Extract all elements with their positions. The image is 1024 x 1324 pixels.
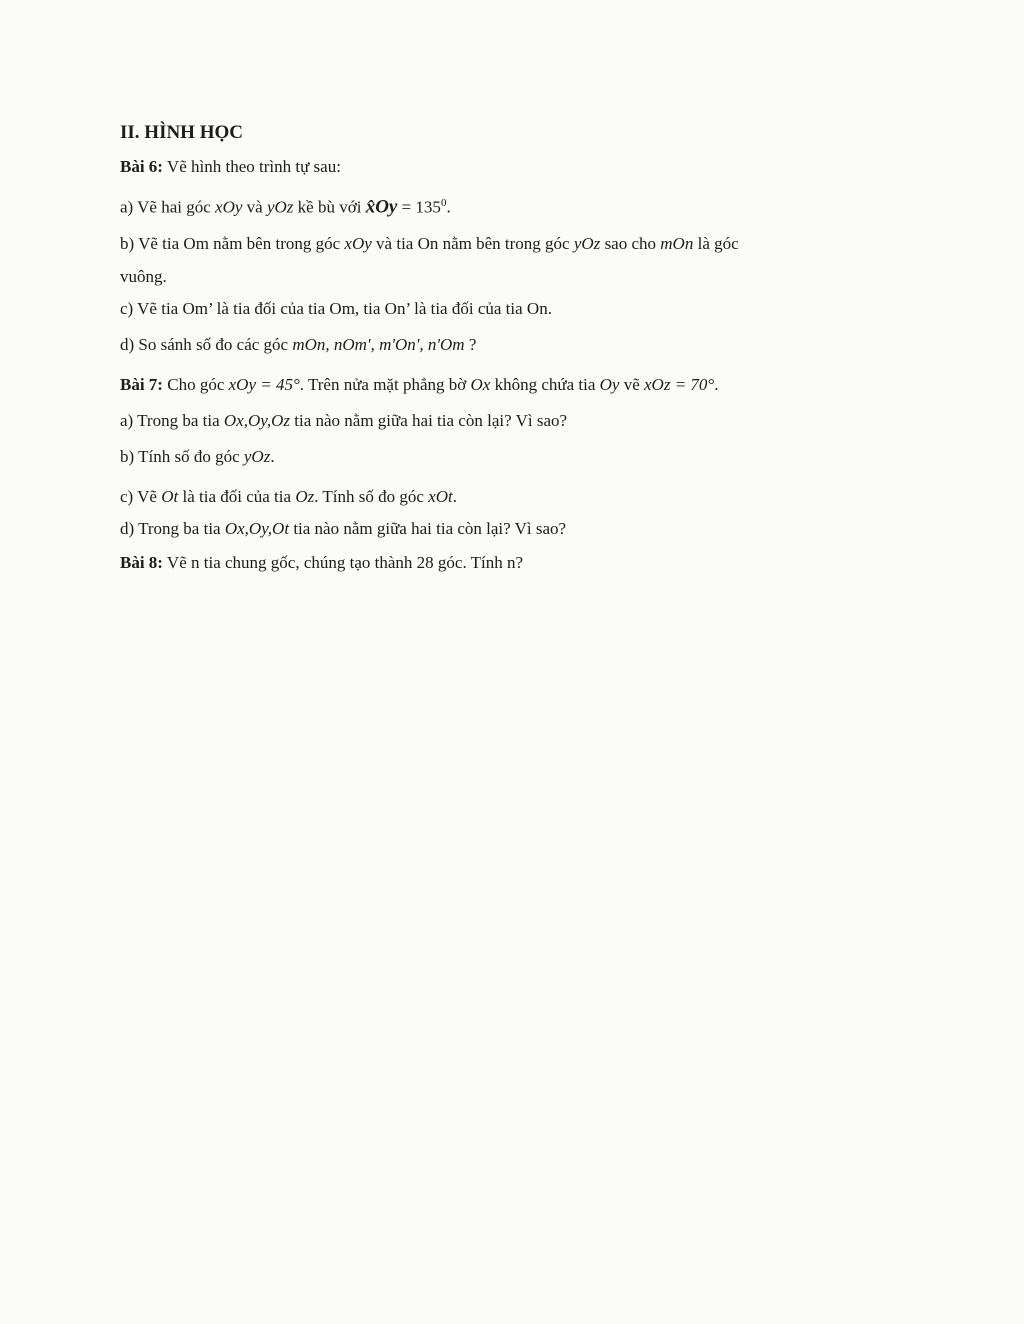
text: vẽ <box>619 375 644 394</box>
math-xOt: xOt <box>428 487 453 506</box>
text: Cho góc <box>162 375 229 394</box>
text: . Tính số đo góc <box>314 487 429 506</box>
bai6-part-a <box>120 192 920 219</box>
math-rays: Ox,Oy,Oz <box>223 411 290 430</box>
text: . <box>270 447 275 466</box>
math-yOz: yOz <box>243 447 271 466</box>
text: = 135 <box>397 197 441 217</box>
math-xOy: xOy <box>215 197 243 217</box>
bai8-label: Bài 8: <box>120 553 163 572</box>
text: b) Tính số đo góc <box>120 447 244 466</box>
text: và tia On nằm bên trong góc <box>371 234 574 253</box>
math-Oz: Oz <box>295 487 315 506</box>
text: . <box>714 375 719 394</box>
bai8-text: Vẽ n tia chung gốc, chúng tạo thành 28 góc. Tính n? <box>162 553 524 572</box>
text: d) So sánh số đo các góc <box>120 335 293 354</box>
text: . Trên nửa mặt phẳng bờ <box>299 375 471 394</box>
text: tia nào nằm giữa hai tia còn lại? Vì sao? <box>290 411 568 430</box>
text: không chứa tia <box>490 375 600 394</box>
math-xOy-45: xOy = 45° <box>228 375 300 394</box>
math-yOz: yOz <box>266 197 294 217</box>
bai6-intro: Vẽ hình theo trình tự sau: <box>162 157 341 176</box>
bai7-part-d <box>120 518 920 540</box>
text: là tia đối của tia <box>178 487 296 506</box>
math-Ot: Ot <box>161 487 179 506</box>
text: sao cho <box>600 234 661 253</box>
bai7-part-b <box>120 446 920 468</box>
math-xOz-70: xOz = 70° <box>644 375 715 394</box>
text: là góc <box>693 234 739 253</box>
bai6-label: Bài 6: <box>120 157 163 176</box>
section-title: II. HÌNH HỌC <box>120 122 243 143</box>
math-angle-xOy: x̂Oy <box>365 196 398 218</box>
math-Oy: Oy <box>599 375 620 394</box>
bai7-part-a <box>120 410 920 432</box>
text: kề bù với <box>293 197 366 217</box>
bai6-part-b-cont: vuông. <box>120 267 167 286</box>
text: ? <box>464 335 477 354</box>
math-rays: Ox,Oy,Ot <box>224 519 290 538</box>
bai6-part-c: c) Vẽ tia Om’ là tia đối của tia Om, tia On’ là tia đối của tia On. <box>120 299 552 318</box>
text: b) Vẽ tia Om nằm bên trong góc <box>120 234 345 253</box>
bai6-heading <box>120 156 920 178</box>
bai7-part-c <box>120 486 920 508</box>
degree-sup: 0 <box>440 197 447 209</box>
bai6-part-d <box>120 334 920 356</box>
text: . <box>446 197 451 217</box>
math-Ox: Ox <box>470 375 491 394</box>
text: . <box>452 487 457 506</box>
text: tia nào nằm giữa hai tia còn lại? Vì sao? <box>289 519 567 538</box>
math-xOy: xOy <box>344 234 372 253</box>
bai8 <box>120 552 920 574</box>
bai7-label: Bài 7: <box>120 375 163 394</box>
math-angles: mOn, nOm', m'On', n'Om <box>292 335 465 354</box>
math-yOz: yOz <box>573 234 601 253</box>
text: c) Vẽ <box>120 487 162 506</box>
math-mOn: mOn <box>660 234 694 253</box>
text: d) Trong ba tia <box>120 519 225 538</box>
text: a) Vẽ hai góc <box>120 197 216 217</box>
bai7-heading <box>120 374 920 396</box>
text: và <box>242 197 267 217</box>
bai6-part-b <box>120 233 920 255</box>
text: a) Trong ba tia <box>120 411 224 430</box>
